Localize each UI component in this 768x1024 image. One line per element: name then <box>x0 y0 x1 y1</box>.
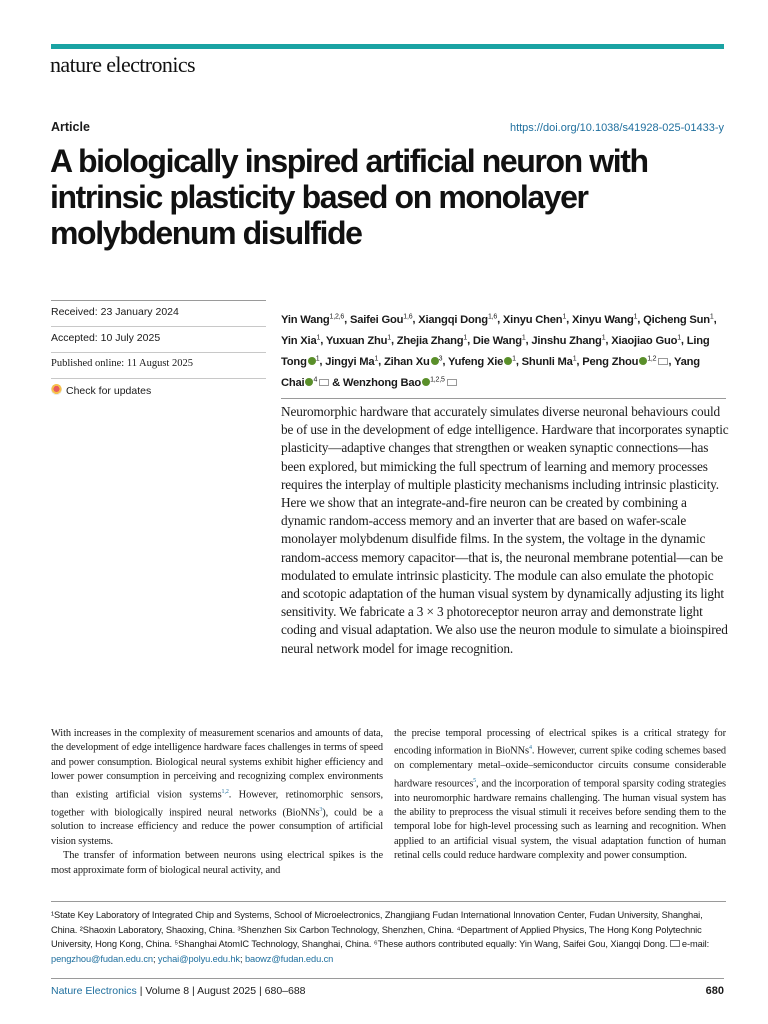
footer-citation <box>51 985 306 997</box>
email-separator: ; <box>152 953 158 964</box>
email-link[interactable]: ychai@polyu.edu.hk <box>157 953 240 964</box>
author-name: & Wenzhong Bao <box>332 377 422 390</box>
author-affiliation: 1 <box>315 355 320 363</box>
author-affiliation: 1 <box>316 334 321 342</box>
body-text: . However, retinomorphic sensors, together with biologically inspired neural networks (BioNNs <box>51 789 383 818</box>
email-label: e-mail: <box>681 939 710 950</box>
author-affiliation: 1 <box>572 355 577 363</box>
author-list: Yin Wang$^{1,2,6}$, Saifei Gou$^{1,6}$, Xiangqi Dong$^{1,6}$, Xinyu Chen$^1$, Xinyu Wang$^1$, Qicheng Sun$^1$, Yin Xia$^1$, Yuxuan Zhu$^1$, Zhejia Zhang$^1$, Die Wang$^1$, Jinshu Zhang$^1$, Xiaojiao Guo$^1$, Ling Tong $^1$, Jingyi Ma$^1$, Zihan Xu $^3$, Yufeng Xie $^1$, Shunli Ma$^1$, Peng Zhou $^{1,2}$ , Yang Chai $^4$ & Wenzhong Bao $^{1,2,5}$ <box>281 313 717 390</box>
author-affiliation: 1,2,5 <box>430 376 445 384</box>
published-date: Published online: 11 August 2025 <box>51 353 266 379</box>
author-name: Yuxuan Zhu <box>325 334 388 347</box>
envelope-icon[interactable] <box>319 379 329 386</box>
check-updates-label: Check for updates <box>66 385 152 397</box>
author-name: Xiaojiao Guo <box>611 334 678 347</box>
abstract: Neuromorphic hardware that accurately simulates diverse neuronal behaviours could be of use in the development of edge intelligence. Hardware that incorporates synaptic plasticity—adaptive changes that strengthen or weaken synaptic connections—has been explored, but mimicking the full spectrum of learning and memory processes requires the interplay of multiple plasticity mechanisms including intrinsic plasticity. Here we show that an integrate-and-fire neuron can be created by combining a dynamic random-access memory and an inverter that are based on wafer-scale monolayer molybdenum disulfide films. In the system, the voltage in the dynamic random-access memory capacitor—that is, the neuronal membrane potential—can be modulated to emulate intrinsic plasticity. The module can also emulate the photopic and scotopic adaptation of the human visual system by dynamically adjusting its light sensitivity. We fabricate a 3 × 3 photoreceptor neuron array and demonstrate light coding and visual adaptation. We also use the neuron module to simulate a bioinspired neural network model for image recognition. <box>281 404 729 656</box>
author-affiliation: 1,6 <box>403 313 413 320</box>
author-affiliation: 1 <box>521 334 526 342</box>
author-item[interactable] <box>503 314 566 326</box>
author-affiliation: 3 <box>438 355 443 363</box>
author-item[interactable] <box>473 335 526 347</box>
author-name: Shunli Ma <box>521 356 573 369</box>
author-item[interactable] <box>643 314 714 326</box>
body-text: . However, current spike coding schemes based on complementary metal–oxide–semiconductor circuits consume considerable hardware resources <box>394 745 726 790</box>
body-column-right <box>394 727 726 864</box>
orcid-icon[interactable] <box>308 357 316 365</box>
author-affiliation: 1,6 <box>487 313 498 320</box>
author-name: Jinshu Zhang <box>531 334 602 347</box>
author-name: Xinyu Wang <box>571 313 634 326</box>
body-text: ), could be a solution to increase efficiency and reduce the power consumption of artificial vision systems. <box>51 806 384 847</box>
email-link[interactable]: pengzhou@fudan.edu.cn <box>51 953 153 964</box>
author-name: Saifei Gou <box>349 313 404 326</box>
author-name: Peng Zhou <box>582 356 639 369</box>
author-item[interactable] <box>350 314 412 326</box>
article-title: A biologically inspired artificial neuron with intrinsic plasticity based on monolayer molybdenum disulfide <box>50 143 648 251</box>
author-item[interactable] <box>418 314 497 326</box>
crossmark-icon <box>51 384 62 395</box>
accepted-date: Accepted: 10 July 2025 <box>51 327 266 353</box>
body-text: With increases in the complexity of measurement scenarios and amounts of data, the development of edge intelligence hardware faces challenges in terms of speed and power consumption. Biological neural systems exhibit higher efficiency and lower power consumption in perceiving and recognizing complex environments than existing artificial vision systems <box>51 728 383 801</box>
envelope-icon <box>670 940 680 947</box>
email-link[interactable]: baowz@fudan.edu.cn <box>244 953 334 964</box>
author-name: Jingyi Ma <box>325 356 375 369</box>
author-name: Xiangqi Dong <box>418 313 488 326</box>
author-item[interactable] <box>326 335 391 347</box>
citation-ref[interactable]: 4 <box>528 745 532 752</box>
author-name: Yin Xia <box>281 334 317 347</box>
author-item[interactable] <box>397 335 467 347</box>
author-item[interactable] <box>572 314 637 326</box>
author-item[interactable] <box>281 314 344 326</box>
author-name: Yin Wang <box>281 313 330 326</box>
body-paragraph: The transfer of information between neurons using electrical spikes is the most approximate form of biological neural activity, and <box>51 850 383 876</box>
author-name: Yang Chai <box>281 356 700 390</box>
header-accent-bar <box>51 44 724 49</box>
body-text: the precise temporal processing of electrical spikes is a critical strategy for encoding information in BioNNs <box>394 728 726 757</box>
body-paragraph <box>51 727 383 849</box>
body-text: , and the incorporation of temporal sparsity coding strategies into neuromorphic hardware remains challenging. The human visual system has the ability to preprocess the visual stimuli it receives before sending them to the temporal lobe for high-level processing such as learning and recognition. When applied to an artificial visual system, the visual adaptation function of human retinal cells could reduce hardware complexity and power consumption. <box>394 778 726 862</box>
body-column-left <box>51 727 383 878</box>
citation-ref[interactable]: 1,2 <box>221 788 229 795</box>
affiliations-text: ¹State Key Laboratory of Integrated Chip and Systems, School of Microelectronics, Zhangjiang Fudan International Innovation Center, Fudan University, Shanghai, China. ²Shaoxin Laboratory, Shaoxing, China. ³Shenzhen Six Carbon Technology, Shenzhen, China. ⁴Department of Applied Physics, The Hong Kong Polytechnic University, Hong Kong, China. ⁵Shanghai AtomIC Technology, Shanghai, China. ⁶These authors contributed equally: Yin Wang, Saifei Gou, Xiangqi Dong. <box>51 910 703 950</box>
footnote-rule <box>51 901 726 902</box>
email-separator: ; <box>240 953 245 964</box>
author-name: Die Wang <box>472 334 522 347</box>
author-affiliation: 1,2 <box>647 355 657 363</box>
author-item[interactable] <box>582 356 668 368</box>
journal-name: nature electronics <box>50 52 195 77</box>
citation-ref[interactable]: 3 <box>319 806 323 813</box>
abstract-rule <box>281 398 726 399</box>
author-affiliation: 1 <box>374 355 379 363</box>
affiliations-footnote <box>51 908 727 966</box>
author-name: Ling Tong <box>281 334 710 369</box>
citation-ref[interactable]: 5 <box>473 777 477 784</box>
footer-rule <box>51 978 724 979</box>
doi-link[interactable]: https://doi.org/10.1038/s41928-025-01433-y <box>509 122 724 134</box>
page-number: 680 <box>705 985 724 997</box>
author-name: Xinyu Chen <box>502 313 563 326</box>
envelope-icon[interactable] <box>658 358 668 365</box>
article-dates <box>51 300 266 404</box>
orcid-icon[interactable] <box>422 378 430 386</box>
author-name: Zhejia Zhang <box>396 334 464 347</box>
envelope-icon[interactable] <box>447 379 457 386</box>
check-updates-link[interactable] <box>51 379 266 404</box>
author-item[interactable] <box>384 356 442 368</box>
author-item[interactable] <box>448 356 516 368</box>
author-affiliation: 1 <box>677 334 681 342</box>
orcid-icon[interactable] <box>504 357 512 365</box>
author-affiliation: 1 <box>387 334 391 342</box>
author-affiliation: 1 <box>601 334 606 342</box>
orcid-icon[interactable] <box>431 357 439 365</box>
author-item[interactable] <box>325 356 378 368</box>
author-affiliation: 1 <box>562 313 567 320</box>
body-paragraph <box>394 727 726 864</box>
received-date: Received: 23 January 2024 <box>51 301 266 327</box>
footer-journal-link[interactable]: Nature Electronics <box>51 985 137 997</box>
author-affiliation: 1,2,6 <box>329 313 345 320</box>
author-item[interactable] <box>281 335 320 347</box>
author-affiliation: 4 <box>313 376 318 384</box>
author-item[interactable] <box>332 377 457 389</box>
author-name: Qicheng Sun <box>643 313 710 326</box>
author-affiliation: 1 <box>709 313 714 320</box>
footer-volume-info: | Volume 8 | August 2025 | 680–688 <box>136 985 306 997</box>
author-affiliation: 1 <box>633 313 638 320</box>
author-item[interactable] <box>522 356 577 368</box>
author-affiliation: 1 <box>512 355 516 363</box>
author-item[interactable] <box>611 335 681 347</box>
author-name: Yufeng Xie <box>447 356 504 369</box>
author-affiliation: 1 <box>463 334 468 342</box>
author-name: Zihan Xu <box>383 356 430 369</box>
article-type-label: Article <box>51 120 90 134</box>
author-item[interactable] <box>531 335 605 347</box>
